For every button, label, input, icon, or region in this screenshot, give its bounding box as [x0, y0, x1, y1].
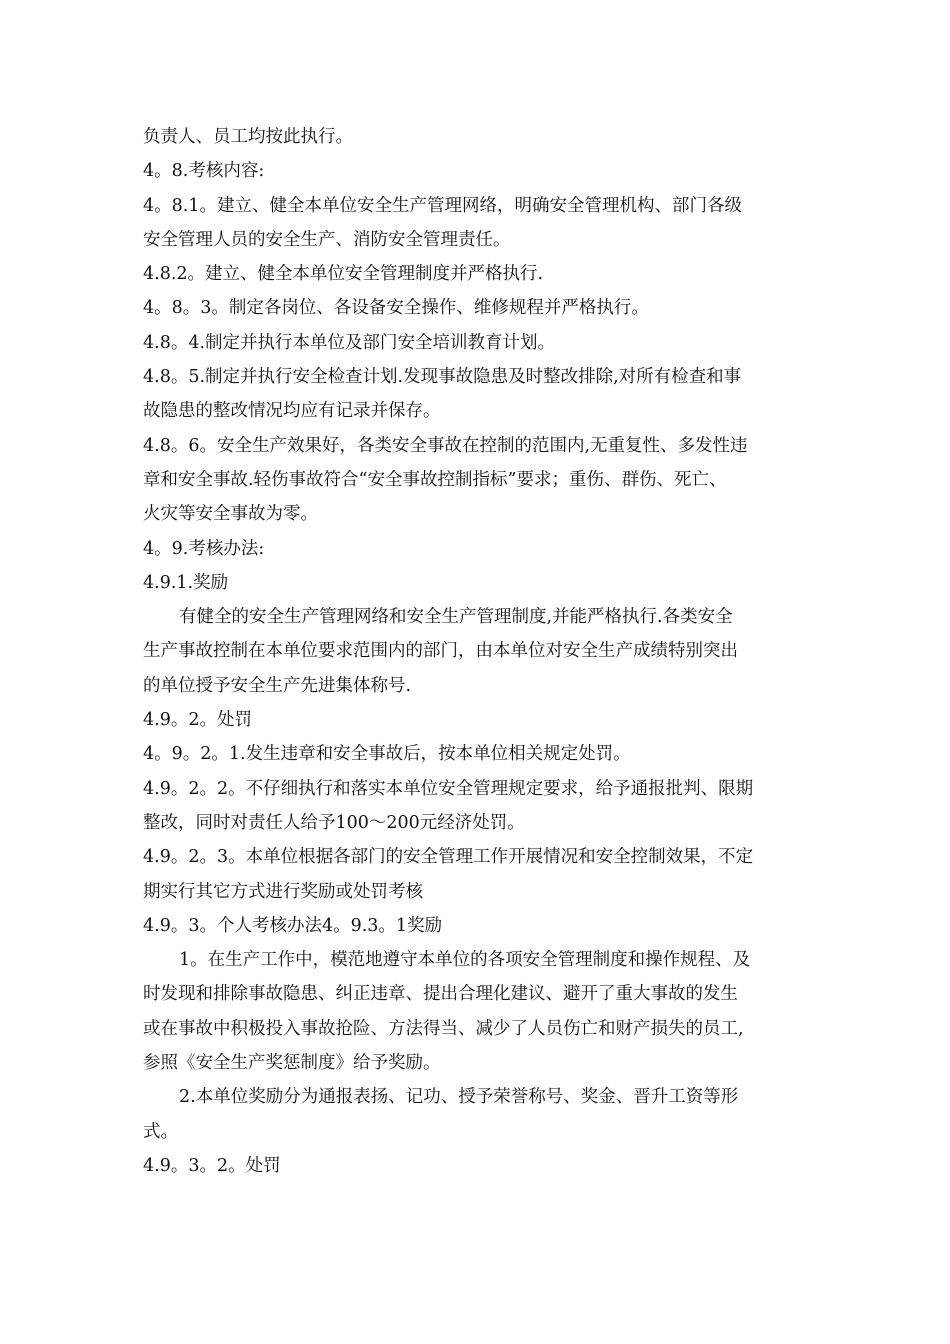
text-line: 2.本单位奖励分为通报表扬、记功、授予荣誉称号、奖金、晋升工资等形	[179, 1087, 739, 1108]
text-line: 1。在生产工作中，模范地遵守本单位的各项安全管理制度和操作规程、及	[179, 950, 751, 971]
text-line: 4。8.1。建立、健全本单位安全生产管理网络，明确安全管理机构、部门各级	[143, 195, 742, 216]
text-line: 有健全的安全生产管理网络和安全生产管理制度,并能严格执行.各类安全	[179, 607, 733, 628]
text-line: 4.9.1.奖励	[143, 572, 229, 593]
text-line: 整改，同时对责任人给予100～200元经济处罚。	[143, 812, 525, 833]
text-line: 4.9。2。处罚	[143, 710, 252, 731]
document-body	[143, 120, 811, 1183]
text-line: 或在事故中积极投入事故抢险、方法得当、减少了人员伤亡和财产损失的员工,	[143, 1018, 744, 1039]
text-line: 4.9。2。3。本单位根据各部门的安全管理工作开展情况和安全控制效果，不定	[143, 847, 754, 868]
text-line: 期实行其它方式进行奖励或处罚考核	[143, 881, 423, 902]
text-line: 4.9。3。个人考核办法4。9.3。1奖励	[143, 915, 443, 936]
text-line: 故隐患的整改情况均应有记录并保存。	[143, 401, 441, 422]
text-line: 安全管理人员的安全生产、消防安全管理责任。	[143, 229, 511, 250]
text-line: 4。9。2。1.发生违章和安全事故后，按本单位相关规定处罚。	[143, 744, 631, 765]
text-line: 4.9。3。2。处罚	[143, 1155, 281, 1176]
text-line: 负责人、员工均按此执行。	[143, 127, 353, 147]
text-line: 4.8.2。建立、健全本单位安全管理制度并严格执行.	[143, 264, 544, 285]
text-line: 时发现和排除事故隐患、纠正违章、提出合理化建议、避开了重大事故的发生	[143, 984, 738, 1005]
text-line: 4。9.考核办法:	[143, 538, 265, 559]
text-line: 4。8.考核内容:	[143, 161, 265, 182]
text-line: 4.8。5.制定并执行安全检查计划.发现事故隐患及时整改排除,对所有检查和事	[143, 367, 742, 388]
text-line: 4.8。4.制定并执行本单位及部门安全培训教育计划。	[143, 332, 556, 353]
text-line: 式。	[143, 1121, 178, 1142]
text-line: 章和安全事故.轻伤事故符合“安全事故控制指标”要求；重伤、群伤、死亡、	[143, 469, 727, 490]
text-line: 生产事故控制在本单位要求范围内的部门，由本单位对安全生产成绩特别突出	[143, 641, 738, 662]
text-line: 火灾等安全事故为零。	[143, 504, 318, 525]
text-line: 4。8。3。制定各岗位、各设备安全操作、维修规程并严格执行。	[143, 298, 649, 319]
text-line: 的单位授予安全生产先进集体称号.	[143, 675, 412, 696]
text-line: 参照《安全生产奖惩制度》给予奖励。	[143, 1053, 441, 1074]
text-line: 4.8。6。安全生产效果好，各类安全事故在控制的范围内,无重复性、多发性违	[143, 435, 748, 456]
text-line: 4.9。2。2。不仔细执行和落实本单位安全管理规定要求，给予通报批判、限期	[143, 778, 754, 799]
